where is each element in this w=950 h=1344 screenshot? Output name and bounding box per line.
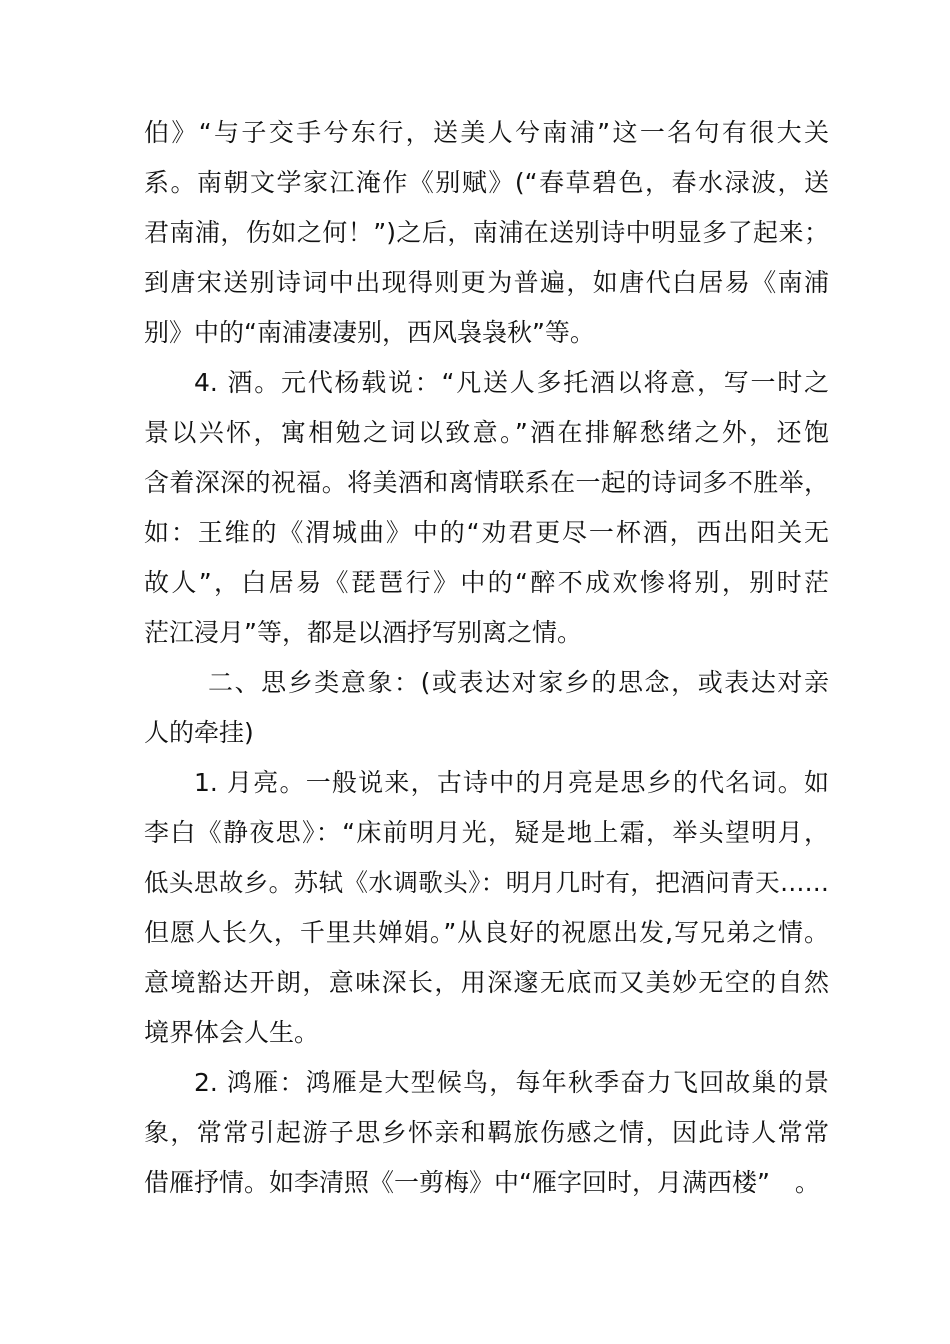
text-line: 故人”，白居易《琵琶行》中的“醉不成欢惨将别，别时茫: [144, 568, 829, 597]
paragraph-wine: [144, 358, 829, 658]
text-line: 借雁抒情。如李清照《一剪梅》中“雁字回时，月满西楼” 。: [144, 1168, 820, 1197]
paragraph-moon: [144, 758, 829, 1058]
text-line: 系。南朝文学家江淹作《别赋》(“春草碧色，春水渌波，送: [144, 168, 829, 197]
text-line: 二、思乡类意象：(或表达对家乡的思念，或表达对亲: [208, 668, 829, 697]
text-line: 茫江浸月”等，都是以酒抒写别离之情。: [144, 618, 582, 647]
text-line: 含着深深的祝福。将美酒和离情联系在一起的诗词多不胜举，: [144, 468, 829, 497]
text-line: 李白《静夜思》：“床前明月光，疑是地上霜，举头望明月，: [144, 818, 829, 847]
text-line: 象，常常引起游子思乡怀亲和羁旅伤感之情，因此诗人常常: [144, 1118, 829, 1147]
text-line: 低头思故乡。苏轼《水调歌头》：明月几时有，把酒问青天……: [144, 868, 829, 897]
text-line: 景以兴怀，寓相勉之词以致意。”酒在排解愁绪之外，还饱: [144, 418, 829, 447]
text-line: 4. 酒。元代杨载说：“凡送人多托酒以将意，写一时之: [194, 368, 829, 397]
text-line: 人的牵挂): [144, 718, 254, 747]
text-line: 君南浦，伤如之何！”)之后，南浦在送别诗中明显多了起来；: [144, 218, 829, 247]
text-line: 别》中的“南浦凄凄别，西风袅袅秋”等。: [144, 318, 595, 347]
text-line: 如：王维的《渭城曲》中的“劝君更尽一杯酒，西出阳关无: [144, 518, 829, 547]
document-body: [144, 108, 829, 1208]
text-line: 2. 鸿雁：鸿雁是大型候鸟，每年秋季奋力飞回故巢的景: [194, 1068, 829, 1097]
text-line: 境界体会人生。: [144, 1018, 320, 1047]
paragraph-wild-goose: [144, 1058, 829, 1208]
text-line: 1. 月亮。一般说来，古诗中的月亮是思乡的代名词。如: [194, 768, 829, 797]
paragraph-nanpu: [144, 108, 829, 358]
text-line: 到唐宋送别诗词中出现得则更为普遍，如唐代白居易《南浦: [144, 268, 829, 297]
text-line: 意境豁达开朗，意味深长，用深邃无底而又美妙无空的自然: [144, 968, 829, 997]
text-line: 伯》“与子交手兮东行，送美人兮南浦”这一名句有很大关: [144, 118, 829, 147]
section-heading-homesick: [144, 658, 829, 758]
text-line: 但愿人长久，千里共婵娟。”从良好的祝愿出发,写兄弟之情。: [144, 918, 829, 947]
